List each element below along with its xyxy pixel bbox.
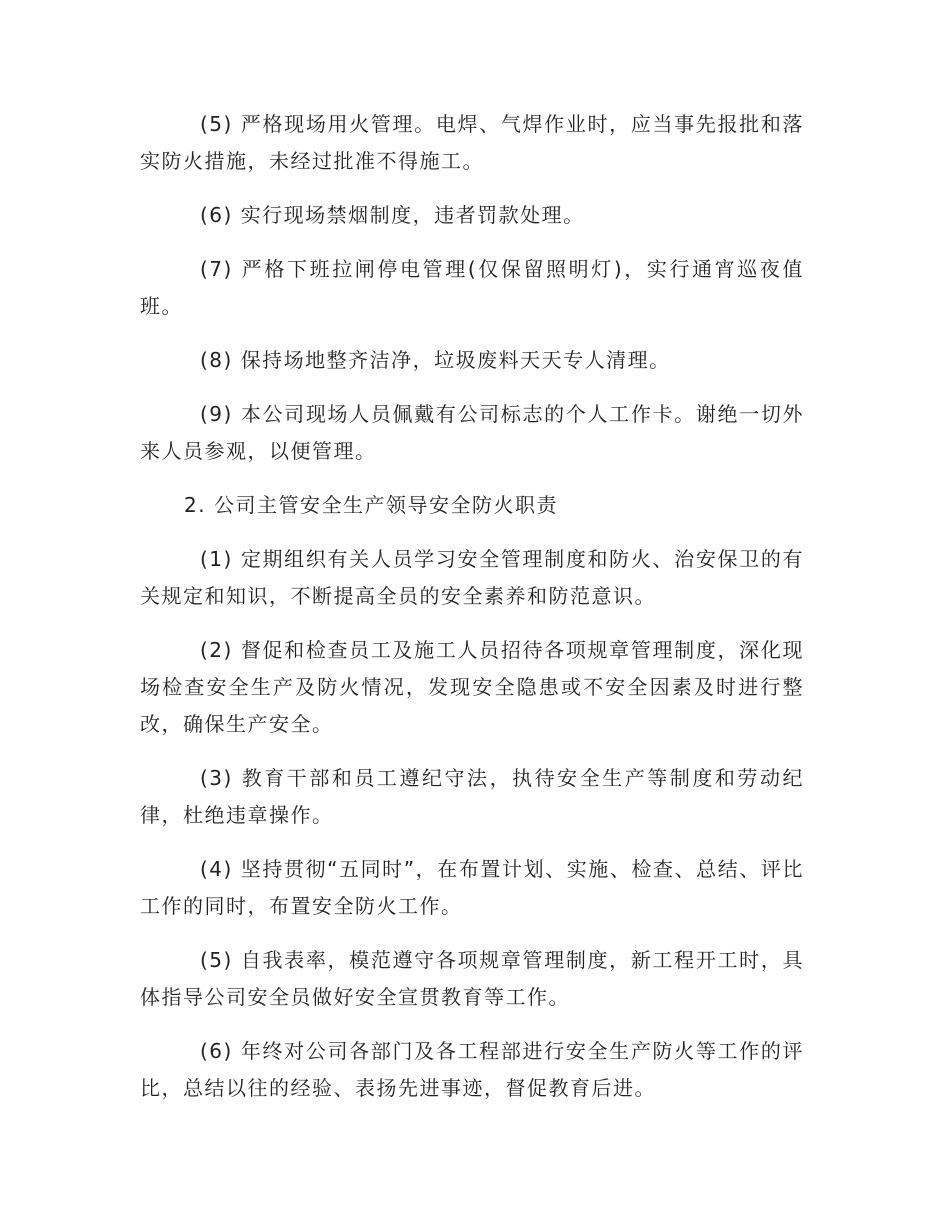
list-item: (2) 督促和检查员工及施工人员招待各项规章管理制度，深化现场检查安全生产及防火情况，发现安全隐患或不安全因素及时进行整改，确保生产安全。 [140,638,804,736]
list-item: (6) 年终对公司各部门及各工程部进行安全生产防火等工作的评比，总结以往的经验、表扬先进事迹，督促教育后进。 [140,1039,804,1100]
list-item: (4) 坚持贯彻“五同时”，在布置计划、实施、检查、总结、评比工作的同时，布置安全防火工作。 [140,857,804,918]
list-item: (7) 严格下班拉闸停电管理(仅保留照明灯)，实行通宵巡夜值班。 [140,257,804,318]
list-item: (1) 定期组织有关人员学习安全管理制度和防火、治安保卫的有关规定和知识，不断提高全员的安全素养和防范意识。 [140,547,804,608]
list-item: (5) 严格现场用火管理。电焊、气焊作业时，应当事先报批和落实防火措施，未经过批准不得施工。 [140,112,804,173]
list-item: (9) 本公司现场人员佩戴有公司标志的个人工作卡。谢绝一切外来人员参观，以便管理。 [140,402,804,463]
list-item: (3) 教育干部和员工遵纪守法，执待安全生产等制度和劳动纪律，杜绝违章操作。 [140,766,804,827]
list-item: (6) 实行现场禁烟制度，违者罚款处理。 [200,203,585,227]
list-item: (8) 保持场地整齐洁净，垃圾废料天天专人清理。 [200,348,671,372]
document-body [140,106,804,1124]
section-heading: 2. 公司主管安全生产领导安全防火职责 [184,493,558,517]
list-item: (5) 自我表率，模范遵守各项规章管理制度，新工程开工时，具体指导公司安全员做好安全宣贯教育等工作。 [140,948,804,1009]
